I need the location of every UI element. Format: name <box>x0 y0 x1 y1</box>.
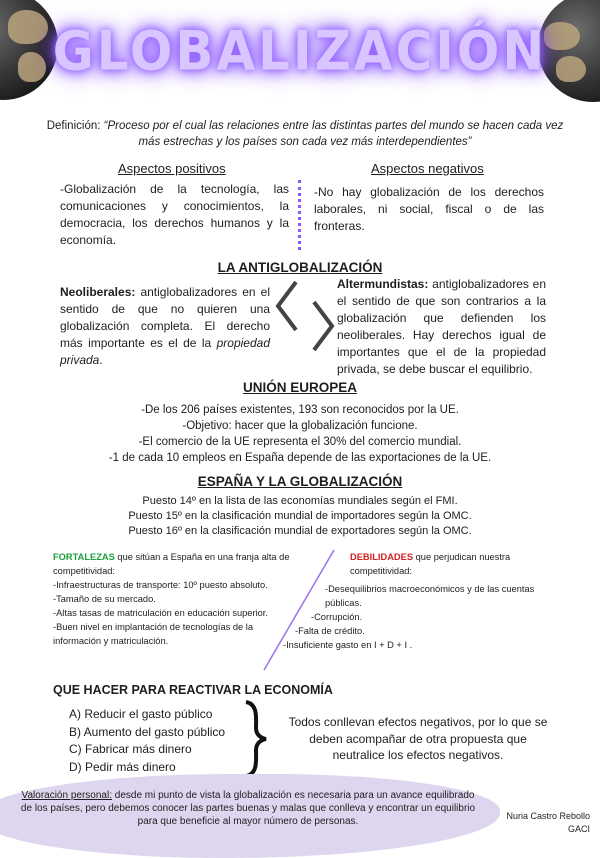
altermundists-text: Altermundistas: antiglobalizadores en el sentido de que son contrarios a la globalización que defienden los neoliberales. Hay derechos igual de importantes que el de la propiedad privada, se debe buscar el equilibrio. <box>337 277 546 376</box>
author-group: GACI <box>567 824 590 834</box>
reactivate-note: Todos conllevan efectos negativos, por lo que se deben acompañar de otra propuesta que neutralice los efectos negativos. <box>288 715 548 762</box>
strengths-label: FORTALEZAS <box>53 552 115 562</box>
negative-heading: Aspectos negativos <box>371 161 484 176</box>
page-title: GLOBALIZACIÓN <box>52 19 548 83</box>
author-name: Nuria Castro Rebollo <box>506 811 590 821</box>
reactivate-heading: QUE HACER PARA REACTIVAR LA ECONOMÍA <box>53 683 333 697</box>
curly-brace-icon <box>240 700 270 778</box>
spain-heading: ESPAÑA Y LA GLOBALIZACIÓN <box>197 474 403 489</box>
list-item: D) Pedir más dinero <box>69 759 176 774</box>
list-item: -El comercio de la UE representa el 30% del comercio mundial. <box>138 436 462 448</box>
divider <box>298 180 301 250</box>
anti-heading: LA ANTIGLOBALIZACIÓN <box>217 260 383 275</box>
eu-heading: UNIÓN EUROPEA <box>242 380 357 395</box>
eu-list <box>40 402 560 466</box>
list-item: -Tamaño de su mercado. <box>53 594 156 604</box>
valuation: Valoración personal: desde mi punto de vista la globalización es necesaria para un avance equilibrado de los países, pero debemos conocer las partes buenas y malas que conlleva y encontrar un equilibrio para que beneficie al mayor número de personas. <box>20 790 476 827</box>
weaknesses-list <box>283 582 545 652</box>
neoliberals-label: Neoliberales: <box>60 285 136 299</box>
valuation-label: Valoración personal: <box>21 790 112 801</box>
weaknesses-block: DEBILIDADES que perjudican nuestra competitividad: <box>350 552 511 576</box>
list-item: A) Reducir el gasto público <box>69 707 213 721</box>
list-item: -Infraestructuras de transporte: 10º puesto absoluto. <box>53 580 268 590</box>
definition <box>40 118 570 150</box>
list-item: -De los 206 países existentes, 193 son reconocidos por la UE. <box>141 404 459 416</box>
author <box>490 810 590 836</box>
definition-label: Definición: <box>46 120 101 132</box>
list-item: -Objetivo: hacer que la globalización funcione. <box>182 420 418 432</box>
list-item: -Insuficiente gasto en I + D + I . <box>283 640 413 650</box>
list-item: Puesto 16º en la clasificación mundial de exportadores según la OMC. <box>128 525 472 537</box>
list-item: -Corrupción. <box>311 612 363 622</box>
strengths-block: FORTALEZAS que sitúan a España en una franja alta de competitividad: -Infraestructuras de transporte: 10º puesto absoluto. -Tamaño de su mercado. -Altas tasas de matriculación en educación superior. -Buen nivel en implantación de tecnologías de la información y matriculación. <box>53 550 335 648</box>
list-item: -1 de cada 10 empleos en España depende de las exportaciones de la UE. <box>108 452 492 464</box>
neoliberals-text: Neoliberales: antiglobalizadores en el sentido de que no quieren una globalización completa. El derecho más importante es el de la propiedad privada. <box>60 285 270 367</box>
list-item: Puesto 14º en la lista de las economías mundiales según el FMI. <box>142 495 458 507</box>
spain-list <box>40 494 560 539</box>
altermundists-label: Altermundistas: <box>337 277 429 291</box>
list-item: -Desequilibrios macroeconómicos y de las cuentas públicas. <box>325 584 535 608</box>
list-item: C) Fabricar más dinero <box>69 742 192 756</box>
list-item: Puesto 15º en la clasificación mundial de importadores según la OMC. <box>128 510 472 522</box>
weaknesses-label: DEBILIDADES <box>350 552 414 562</box>
negative-text: -No hay globalización de los derechos laborales, ni social, fiscal o de las fronteras. <box>314 185 544 233</box>
list-item: -Falta de crédito. <box>295 626 365 636</box>
list-item: B) Aumento del gasto público <box>69 724 226 739</box>
positive-text: -Globalización de la tecnología, las comunicaciones y conocimientos, la democracia, los derechos humanos y la economía. <box>60 182 289 247</box>
definition-text: “Proceso por el cual las relaciones entre las distintas partes del mundo se hacen cada vez más estrechas y los países son cada vez más interdependientes” <box>103 120 564 148</box>
list-item: -Altas tasas de matriculación en educación superior. <box>53 608 268 618</box>
list-item: -Buen nivel en implantación de tecnologías de la información y matriculación. <box>53 622 254 646</box>
positive-heading: Aspectos positivos <box>118 161 226 176</box>
options-list <box>69 706 225 776</box>
double-arrow-icon <box>274 278 338 354</box>
